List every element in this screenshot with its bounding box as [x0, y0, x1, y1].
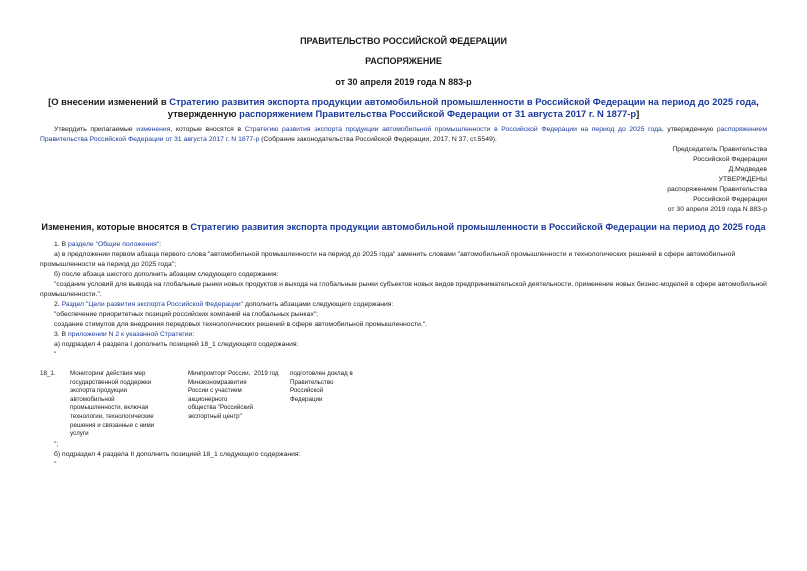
- item-text: дополнить абзацами следующего содержания:: [243, 301, 394, 308]
- changes-body: [40, 240, 767, 360]
- item-1: [40, 240, 767, 250]
- changes-heading-text: Изменения, которые вносятся в: [41, 222, 191, 232]
- strategy-link[interactable]: Стратегию развития экспорта продукции автомобильной промышленности в Российской Федерации на период до 2025 года: [244, 126, 662, 133]
- item-1b-quote: "создание условий для вывода на глобальные рынки новых продуктов и выхода на глобальные рынки субъектов новых видов предпринимательской деятельности, применение новых бизнес-моделей в сфере автомобильной промышленности.".: [40, 281, 767, 298]
- row-number: 18_1.: [40, 370, 56, 377]
- approval-line: УТВЕРЖДЕНЫ: [718, 176, 767, 183]
- item-1b: б) после абзаца шестого дополнить абзацем следующего содержания:: [54, 271, 279, 278]
- title-mid: , утвержденную: [167, 96, 759, 119]
- changes-link[interactable]: изменения: [136, 126, 171, 133]
- item-2: [40, 300, 767, 310]
- intro-text: Утвердить прилагаемые: [54, 126, 137, 133]
- item-text: 2.: [54, 301, 62, 308]
- signature-block: [567, 145, 767, 215]
- government-title: ПРАВИТЕЛЬСТВО РОССИЙСКОЙ ФЕДЕРАЦИИ: [300, 36, 507, 46]
- title-suffix: ]: [636, 108, 640, 119]
- changes-body-tail: [40, 440, 767, 470]
- item-3: [40, 330, 767, 340]
- item-3b: б) подраздел 4 раздела II дополнить позицией 18_1 следующего содержания:: [54, 451, 301, 458]
- doc-title: [40, 96, 767, 120]
- item-text: :: [192, 331, 195, 338]
- changes-heading: [40, 222, 767, 232]
- signature-line: Д.Медведев: [728, 166, 767, 173]
- doc-date-number: от 30 апреля 2019 года N 883-р: [335, 77, 472, 87]
- strategy-link[interactable]: Стратегию развития экспорта продукции автомобильной промышленности в Российской Федерации на период до 2025 года: [169, 96, 757, 107]
- order-link[interactable]: распоряжением Правительства Российской Федерации от 31 августа 2017 г. N 1877-р: [239, 108, 637, 119]
- intro-text: , утвержденную: [661, 126, 717, 133]
- strategy-link[interactable]: Стратегию развития экспорта продукции автомобильной промышленности в Российской Федерации на период до 2025 года: [190, 222, 766, 232]
- title-prefix: [О внесении изменений в: [48, 96, 170, 107]
- row-measure: Мониторинг действия мер государственной поддержки экспорта продукции автомобильной промышленности, включая технологии, технологические решения и связанные с ними услуги: [70, 370, 155, 438]
- quote-open: ": [54, 461, 57, 468]
- item-text: 3. В: [54, 331, 68, 338]
- row-executors: Минпромторг России, Минэкономразвития России с участием акционерного общества "Российский экспортный центр": [188, 370, 254, 420]
- item-1a: а) в предложении первом абзаца первого слова "автомобильной промышленности на период до 2025 года" заменить словами "автомобильной промышленности и технологических решений в сфере автомобильной промышленности на период до 2025 года";: [40, 251, 736, 268]
- approval-line: распоряжением Правительства: [667, 186, 767, 193]
- row-year: 2019 год: [254, 370, 279, 377]
- intro-text: , которые вносятся в: [170, 126, 245, 133]
- intro-paragraph: [40, 125, 767, 145]
- signature-line: Российской Федерации: [693, 156, 767, 163]
- export-goals-link[interactable]: Раздел "Цели развития экспорта Российской Федерации": [61, 301, 244, 308]
- item-2-quote-2: создание стимулов для внедрения передовых технологических решений в сфере автомобильной промышленности.".: [54, 321, 428, 328]
- signature-line: Председатель Правительства: [672, 146, 767, 153]
- quote-close: ";: [54, 441, 59, 448]
- item-text: 1. В: [54, 241, 68, 248]
- item-text: :: [159, 241, 162, 248]
- row-result: подготовлен доклад в Правительство Российской Федерации: [290, 370, 353, 403]
- appendix-link[interactable]: приложении N 2 к указанной Стратегии: [67, 331, 193, 338]
- order-link[interactable]: распоряжением Правительства Российской Федерации от 31 августа 2017 г. N 1877-р: [40, 126, 768, 143]
- item-3a: а) подраздел 4 раздела I дополнить позицией 18_1 следующего содержания:: [54, 341, 299, 348]
- doc-type: РАСПОРЯЖЕНИЕ: [365, 56, 442, 66]
- table-row: [40, 370, 767, 442]
- approval-line: от 30 апреля 2019 года N 883-р: [667, 206, 767, 213]
- intro-text: (Собрание законодательства Российской Федерации, 2017, N 37, ст.5549).: [259, 136, 497, 143]
- approval-line: Российской Федерации: [693, 196, 767, 203]
- quote-open: ": [54, 351, 57, 358]
- general-provisions-link[interactable]: разделе "Общие положения": [67, 241, 160, 248]
- item-2-quote-1: "обеспечение приоритетных позиций российских компаний на глобальных рынках";: [54, 311, 319, 318]
